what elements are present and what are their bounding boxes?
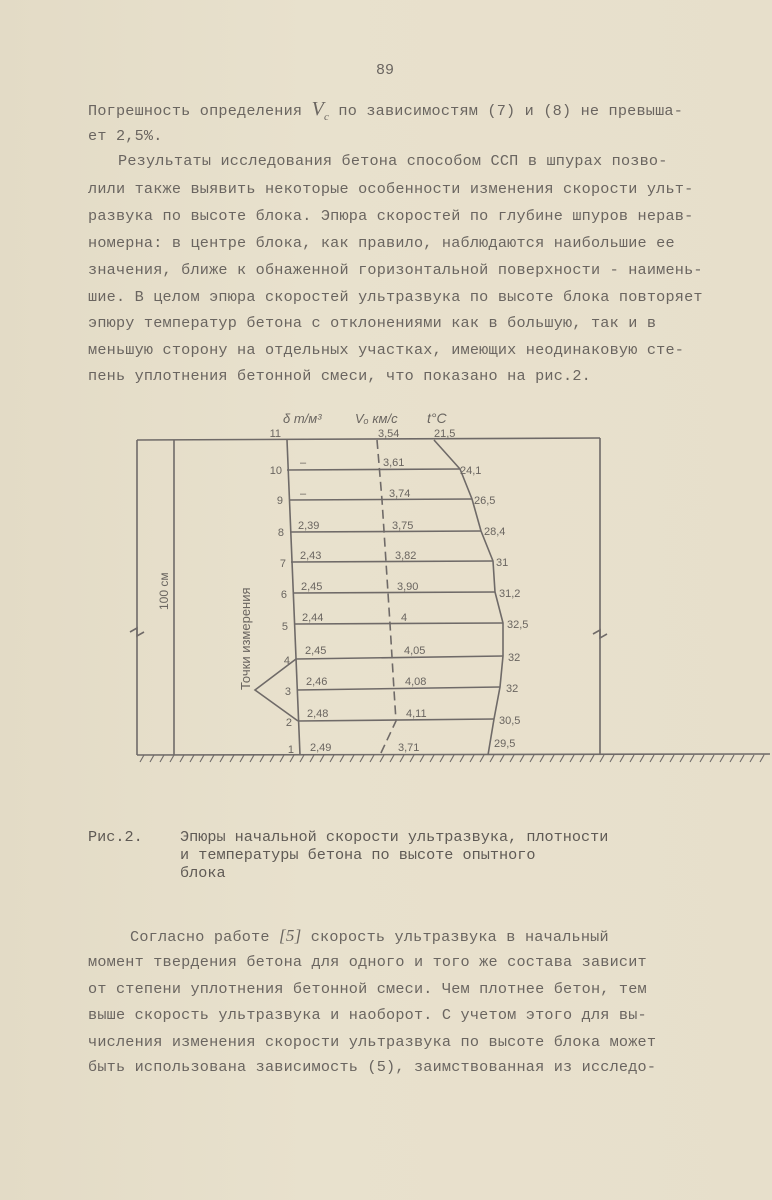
- svg-text:3,90: 3,90: [397, 581, 419, 593]
- svg-text:4: 4: [283, 655, 290, 667]
- text-line: от степени уплотнения бетонной смеси. Чем плотнее бетон, тем: [88, 980, 647, 998]
- svg-text:8: 8: [277, 527, 284, 539]
- svg-text:24,1: 24,1: [460, 465, 482, 477]
- text: Погрешность определения: [88, 102, 303, 120]
- svg-text:7: 7: [279, 558, 286, 570]
- svg-text:32,5: 32,5: [507, 619, 529, 631]
- svg-text:2,49: 2,49: [310, 742, 332, 754]
- text-line: шие. В целом эпюра скоростей ультразвука по высоте блока повторяет: [88, 288, 703, 306]
- points-label: Точки измерения: [238, 587, 253, 690]
- svg-text:1: 1: [287, 744, 294, 756]
- reference: [5]: [279, 926, 302, 945]
- text-line: эпюру температур бетона с отклонениями как в большую, так и в: [88, 314, 657, 332]
- svg-text:29,5: 29,5: [494, 738, 516, 750]
- svg-text:3,54: 3,54: [378, 428, 400, 440]
- text-line: момент твердения бетона для одного и того же состава зависит: [88, 953, 647, 971]
- density-values: [298, 457, 331, 754]
- caption-line: и температуры бетона по высоте опытного: [180, 846, 536, 864]
- svg-text:3,74: 3,74: [389, 488, 411, 500]
- text-line: номерна: в центре блока, как правило, наблюдаются наибольшие ее: [88, 234, 675, 252]
- svg-text:–: –: [300, 457, 307, 469]
- svg-text:3,75: 3,75: [392, 520, 414, 532]
- svg-text:32: 32: [508, 652, 521, 664]
- caption-line: блока: [180, 864, 226, 882]
- text-line: меньшую сторону на отдельных участках, имеющих неодинаковую сте-: [88, 341, 685, 359]
- svg-text:2,48: 2,48: [307, 708, 329, 720]
- text-line: значения, ближе к обнаженной горизонтальной поверхности - наимень-: [88, 261, 703, 279]
- caption-line: Эпюры начальной скорости ультразвука, плотности: [180, 828, 609, 846]
- velocity-values: [378, 428, 427, 754]
- svg-text:21,5: 21,5: [434, 428, 456, 440]
- text-line: пень уплотнения бетонной смеси, что показано на рис.2.: [88, 367, 591, 385]
- text: по зависимостям (7) и (8) не превыша-: [338, 102, 684, 120]
- density-header: δ т/м³: [283, 411, 322, 426]
- svg-text:31: 31: [496, 557, 509, 569]
- svg-text:3: 3: [284, 686, 291, 698]
- text-line: Результаты исследования бетона способом ССП в шпурах позво-: [118, 152, 668, 170]
- svg-text:2,45: 2,45: [301, 581, 323, 593]
- svg-text:31,2: 31,2: [499, 588, 521, 600]
- velocity-symbol: $V_c$: [311, 98, 330, 123]
- svg-text:2,39: 2,39: [298, 520, 320, 532]
- svg-text:2: 2: [285, 717, 292, 729]
- svg-text:28,4: 28,4: [484, 526, 506, 538]
- svg-text:4,11: 4,11: [406, 708, 427, 720]
- svg-text:9: 9: [276, 495, 283, 507]
- text-line: выше скорость ультразвука и наоборот. С учетом этого для вы-: [88, 1006, 647, 1024]
- svg-text:4,05: 4,05: [404, 645, 426, 657]
- velocity-header: Vₒ км/с: [355, 411, 398, 426]
- svg-text:11: 11: [269, 428, 281, 440]
- svg-text:26,5: 26,5: [474, 495, 496, 507]
- svg-text:–: –: [300, 488, 307, 500]
- text-line: Согласно работе [5] скорость ультразвука в начальный: [130, 926, 609, 946]
- point-labels: [270, 428, 294, 756]
- svg-text:2,46: 2,46: [306, 676, 328, 688]
- page-number: 89: [376, 62, 395, 79]
- text-line: развука по высоте блока. Эпюра скоростей по глубине шпуров нерав-: [88, 207, 694, 225]
- text-line: числения изменения скорости ультразвука по высоте блока может: [88, 1033, 657, 1051]
- svg-text:4: 4: [401, 612, 408, 624]
- text-line: лили также выявить некоторые особенности изменения скорости ульт-: [88, 180, 694, 198]
- temp-header: t°C: [427, 410, 447, 426]
- svg-text:2,43: 2,43: [300, 550, 322, 562]
- svg-text:3,82: 3,82: [395, 550, 417, 562]
- temperature-values: [434, 428, 528, 750]
- svg-text:32: 32: [506, 683, 519, 695]
- caption-label: Рис.2.: [88, 828, 143, 846]
- svg-text:30,5: 30,5: [499, 715, 521, 727]
- svg-text:4,08: 4,08: [405, 676, 427, 688]
- text-line: быть использована зависимость (5), заимствованная из исследо-: [88, 1058, 657, 1076]
- svg-text:10: 10: [269, 465, 282, 477]
- svg-text:3,61: 3,61: [383, 457, 405, 469]
- height-label: 100 см: [157, 572, 171, 610]
- svg-text:5: 5: [281, 621, 288, 633]
- svg-text:2,44: 2,44: [302, 612, 324, 624]
- paragraph-1-line-2: ет 2,5%.: [88, 127, 163, 145]
- svg-text:6: 6: [280, 589, 287, 601]
- svg-text:2,45: 2,45: [305, 645, 327, 657]
- svg-text:3,71: 3,71: [398, 742, 420, 754]
